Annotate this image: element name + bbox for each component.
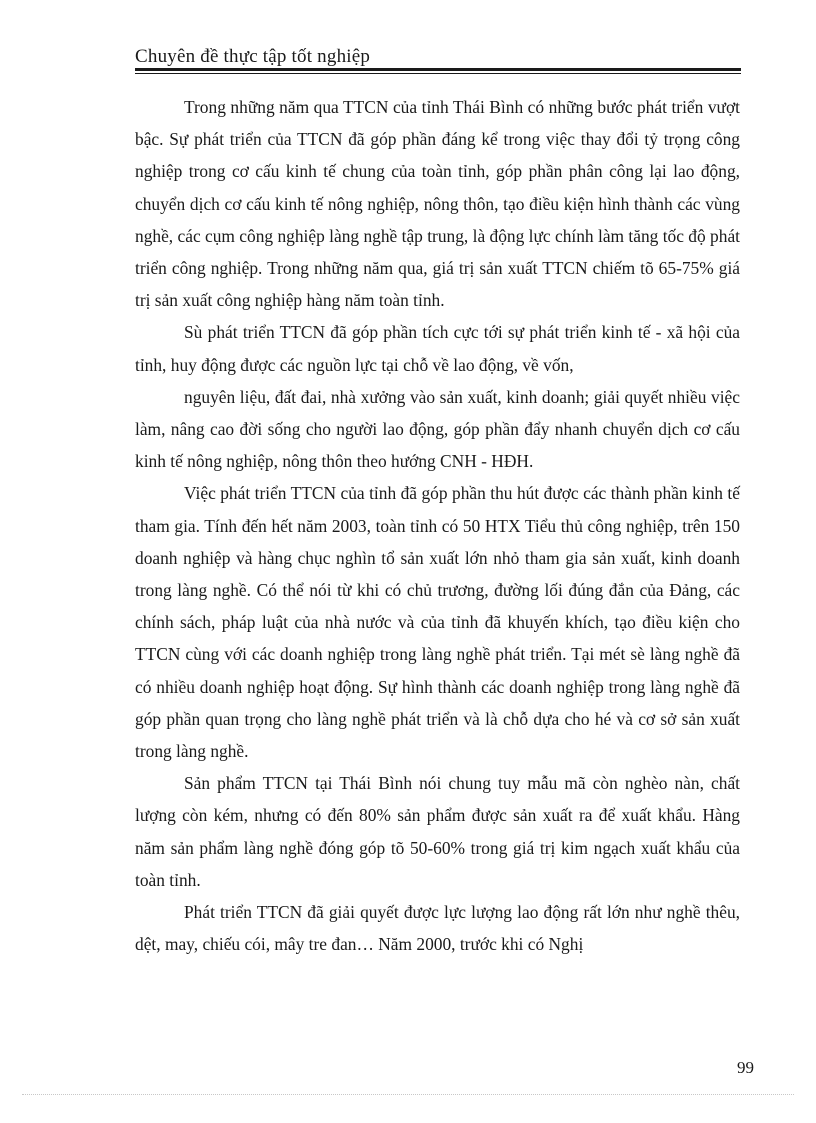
running-header-title: Chuyên đề thực tập tốt nghiệp [135,46,371,67]
page-number: 99 [737,1058,754,1077]
paragraph-5: Phát triển TTCN đã giải quyết được lực lượng lao động rất lớn như nghề thêu, dệt, may, chiếu cói, mây tre đan… Năm 2000, trước khi có Nghị [135,902,740,955]
header-rule-thin [135,73,741,74]
paragraph-2-continued: nguyên liệu, đất đai, nhà xưởng vào sản xuất, kinh doanh; giải quyết nhiều việc làm, nâng cao đời sống cho người lao động, góp phần đẩy nhanh chuyển dịch cơ cấu kinh tế nông nghiệp, nông thôn theo hướng CNH - HĐH. [135,386,740,472]
paragraph-2: Sù phát triển TTCN đã góp phần tích cực tới sự phát triển kinh tế - xã hội của tỉnh, huy động được các nguồn lực tại chỗ về lao động, về vốn, [135,322,740,375]
body-text [135,91,740,960]
header-rule-thick [135,68,741,71]
footer-dotted-line [22,1094,794,1095]
paragraph-4: Sản phẩm TTCN tại Thái Bình nói chung tuy mẫu mã còn nghèo nàn, chất lượng còn kém, nhưng có đến 80% sản phẩm được sản xuất ra để xuất khẩu. Hàng năm sản phẩm làng nghề đóng góp tõ 50-60% trong giá trị kim ngạch xuất khẩu của toàn tỉnh. [135,773,740,890]
paragraph-3: Việc phát triển TTCN của tỉnh đã góp phần thu hút được các thành phần kinh tế tham gia. Tính đến hết năm 2003, toàn tỉnh có 50 HTX Tiểu thủ công nghiệp, trên 150 doanh nghiệp và hàng chục nghìn tổ sản xuất lớn nhỏ tham gia sản xuất, kinh doanh trong làng nghề. Có thể nói từ khi có chủ trương, đường lối đúng đắn của Đảng, các chính sách, pháp luật của nhà nước và của tỉnh đã khuyến khích, tạo điều kiện cho TTCN cùng với các doanh nghiệp trong làng nghề phát triển. Tại mét sè làng nghề đã có nhiều doanh nghiệp hoạt động. Sự hình thành các doanh nghiệp trong làng nghề đã góp phần quan trọng cho làng nghề phát triển và là chỗ dựa cho hé và cơ sở sản xuất trong làng nghề. [135,483,740,762]
paragraph-1: Trong những năm qua TTCN của tỉnh Thái Bình có những bước phát triển vượt bậc. Sự phát triển của TTCN đã góp phần đáng kể trong việc thay đổi tỷ trọng công nghiệp trong cơ cấu kinh tế chung của toàn tỉnh, góp phần phân công lại lao động, chuyển dịch cơ cấu kinh tế nông nghiệp, nông thôn, tạo điều kiện hình thành các vùng nghề, các cụm công nghiệp làng nghề tập trung, là động lực chính làm tăng tốc độ phát triển công nghiệp. Trong những năm qua, giá trị sản xuất TTCN chiếm tõ 65-75% giá trị sản xuất công nghiệp hàng năm toàn tỉnh. [135,97,740,311]
